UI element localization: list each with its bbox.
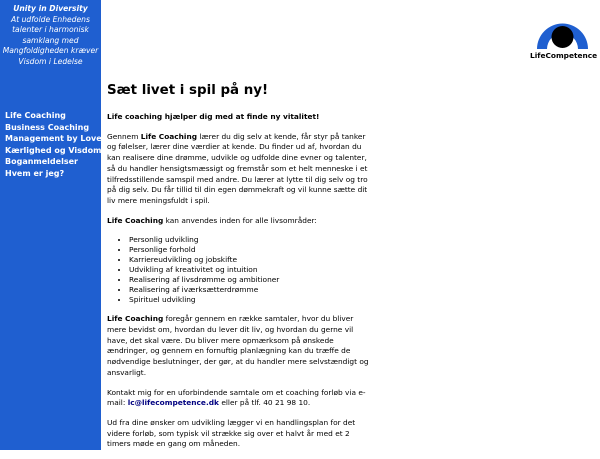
plan-paragraph: Ud fra dine ønsker om udvikling lægger vi en handlingsplan for det videre forløb, som typisk vil strække sig over et halvt år med et 2 timers møde en gang om måneden. bbox=[107, 417, 356, 449]
list-item: • Karriereudvikling og jobskifte bbox=[129, 255, 373, 265]
nav-hvem-er-jeg[interactable]: Hvem er jeg? bbox=[5, 168, 65, 178]
list-item: • Udvikling af kreativitet og intuition bbox=[129, 265, 373, 275]
email-link[interactable]: lc@lifecompetence.dk bbox=[127, 398, 219, 408]
list-item: • Spirituel udvikling bbox=[129, 295, 373, 305]
nav-boganmeldelser[interactable]: Boganmeldelser bbox=[5, 157, 78, 166]
nav-business-coaching[interactable]: Business Coaching bbox=[5, 122, 90, 132]
lead-text: Life coaching hjælper dig med at finde ny vitalitet! bbox=[107, 112, 320, 121]
slogan-text: At udfolde Enhedens talenter i harmonisk samklang med Mangfoldigheden kræver Visdom i Ledelse bbox=[2, 14, 99, 66]
list-item: • Personlige forhold bbox=[129, 245, 373, 255]
main-content bbox=[107, 82, 373, 459]
page-title: Sæt livet i spil på ny! bbox=[107, 83, 269, 98]
nav-management-by-love[interactable]: Management by Love bbox=[5, 134, 102, 143]
nav-kaerlighed-og-visdom[interactable]: Kærlighed og Visdom bbox=[5, 145, 102, 155]
list-item: • Personlig udvikling bbox=[129, 235, 373, 245]
areas-intro: Life Coaching kan anvendes inden for alle livsområder: bbox=[107, 215, 317, 225]
logo-arc-icon bbox=[530, 4, 595, 52]
lifecompetence-logo[interactable] bbox=[530, 4, 598, 62]
process-paragraph: Life Coaching foregår gennem en række samtaler, hvor du bliver mere bevidst om, hvordan du lever dit liv, og hvordan du gerne vil have, det skal være. Du bliver mere opmærksom på ønskede ændringer, og gennem en fornuftig planlægning kan du træffe de nødvendige beslutninger, der gør, at du handler mere selvstændigt og ansvarligt. bbox=[107, 314, 369, 377]
intro-paragraph: Gennem Life Coaching lærer du dig selv at kende, får styr på tanker og følelser, lærer dine værdier at kende. Du finder ud af, hvordan du kan realisere dine drømme, udvikle og udfolde dine evner og talenter, så du handler hensigtsmæssigt og fremstår som et helt menneske i et tilfredsstillende samspil med andre. Du lærer at lytte til dig selv og tro på dig selv. Du får tillid til din egen dømmekraft og vil kunne sætte dit liv mere meningsfuldt i spil. bbox=[107, 131, 368, 205]
contact-paragraph: Kontakt mig for en uforbindende samtale om et coaching forløb via e-mail: lc@lifecompetence.dk eller på tlf. 40 21 98 10. bbox=[107, 387, 366, 408]
list-item: • Realisering af iværksætterdrømme bbox=[129, 285, 373, 295]
areas-list bbox=[107, 235, 373, 305]
logo-text: LifeCompetence bbox=[530, 51, 598, 60]
nav-life-coaching[interactable]: Life Coaching bbox=[5, 111, 66, 120]
slogan bbox=[2, 4, 99, 68]
sidebar bbox=[0, 0, 101, 450]
slogan-title: Unity in Diversity bbox=[13, 4, 88, 13]
sidebar-nav bbox=[5, 110, 102, 179]
list-item: • Realisering af livsdrømme og ambitioner bbox=[129, 275, 373, 285]
